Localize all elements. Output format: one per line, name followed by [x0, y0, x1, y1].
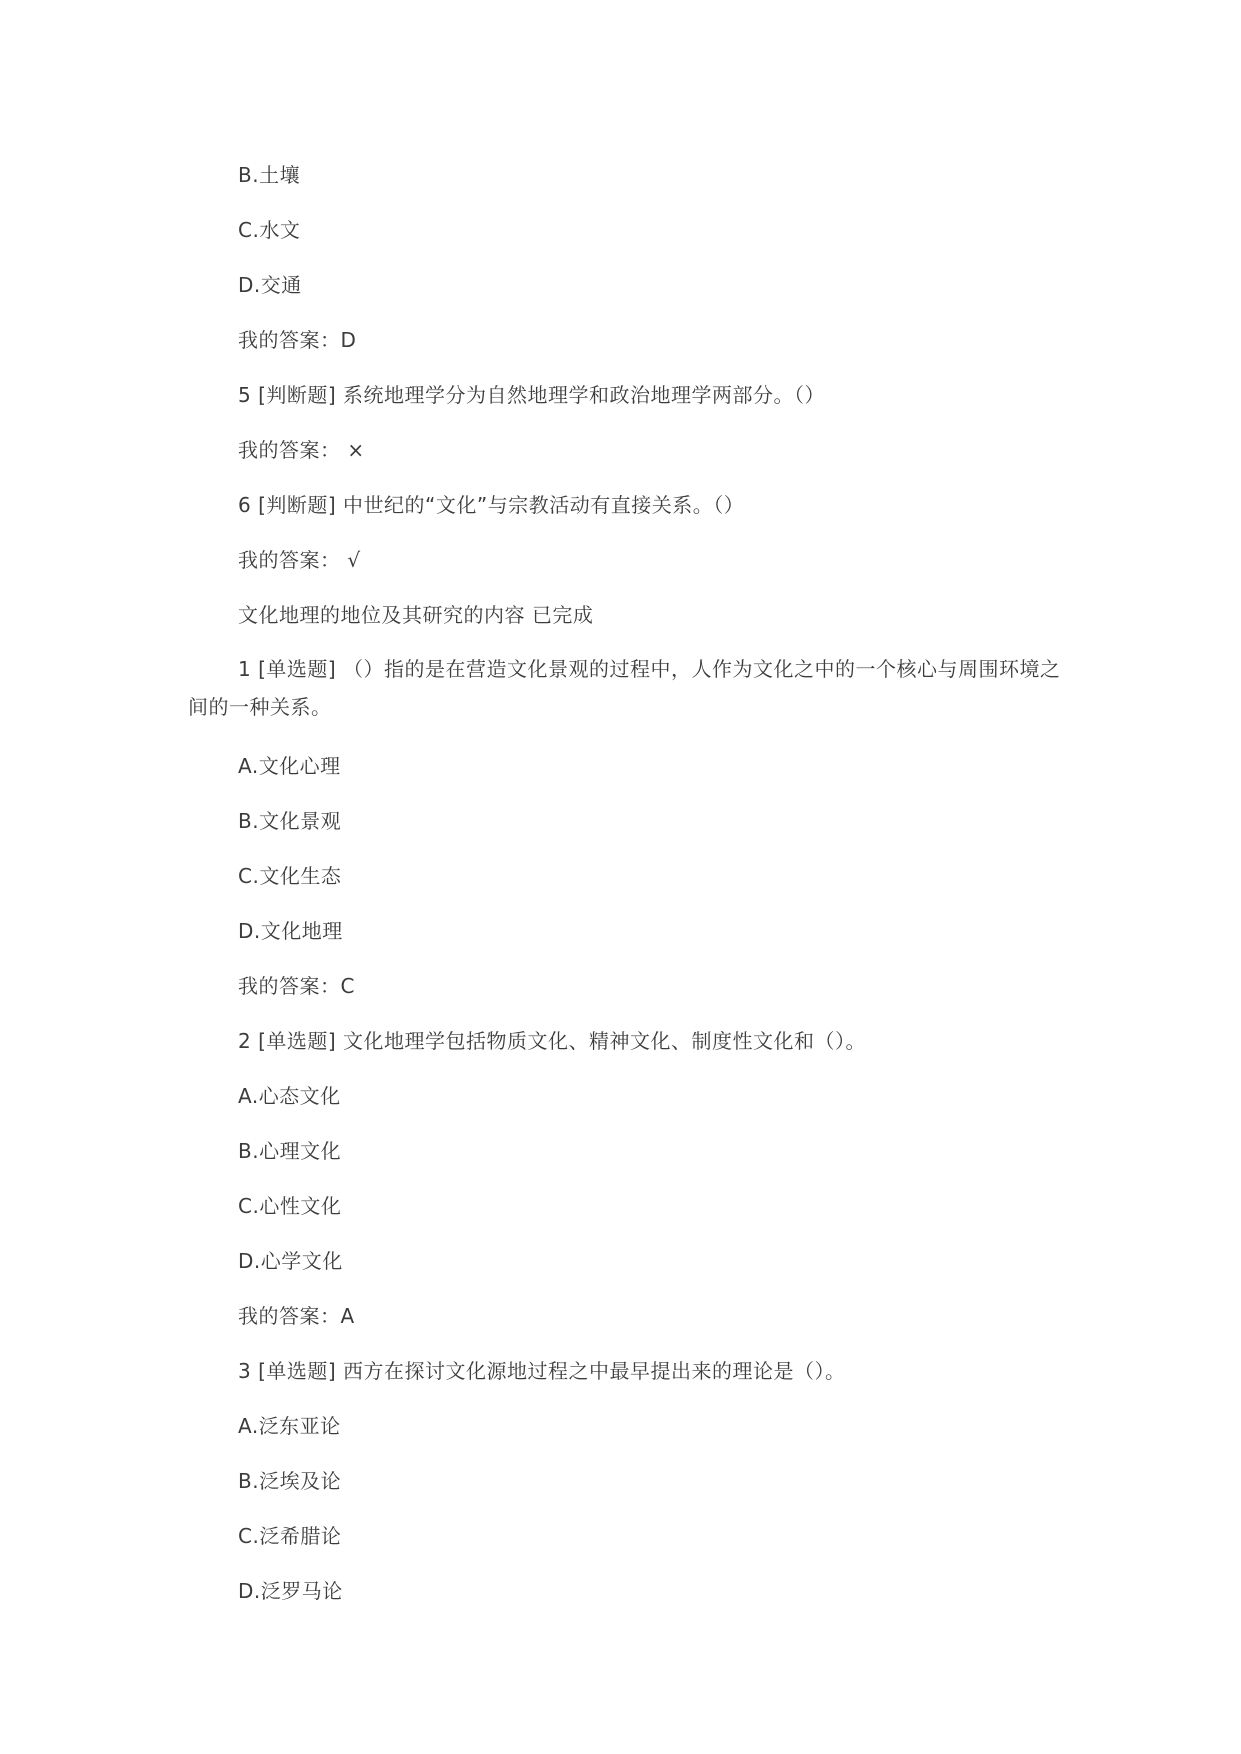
q1-option-d: D.文化地理 — [238, 919, 343, 943]
question-5: 5 [判断题] 系统地理学分为自然地理学和政治地理学两部分。（） — [238, 383, 826, 407]
q1-option-c: C.文化生态 — [238, 864, 342, 888]
question-3: 3 [单选题] 西方在探讨文化源地过程之中最早提出来的理论是（）。 — [238, 1359, 846, 1383]
question-1: 1 [单选题] （）指的是在营造文化景观的过程中，人作为文化之中的一个核心与周围环境之间的一种关系。 — [188, 657, 1061, 719]
q3-option-b: B.泛埃及论 — [238, 1469, 342, 1493]
question-2: 2 [单选题] 文化地理学包括物质文化、精神文化、制度性文化和（）。 — [238, 1029, 867, 1053]
question-6: 6 [判断题] 中世纪的“文化”与宗教活动有直接关系。（） — [238, 493, 745, 517]
q3-option-a: A.泛东亚论 — [238, 1414, 341, 1438]
q2-option-b: B.心理文化 — [238, 1139, 342, 1163]
q1-option-a: A.文化心理 — [238, 754, 341, 778]
q2-option-a: A.心态文化 — [238, 1084, 341, 1108]
my-answer-5: 我的答案： × — [238, 438, 365, 462]
q3-option-d: D.泛罗马论 — [238, 1579, 343, 1603]
q2-option-c: C.心性文化 — [238, 1194, 342, 1218]
option-c-hydrology: C.水文 — [238, 218, 301, 242]
my-answer-q2: 我的答案：A — [238, 1304, 355, 1328]
q3-option-c: C.泛希腊论 — [238, 1524, 342, 1548]
option-b-soil: B.土壤 — [238, 163, 301, 187]
option-d-traffic: D.交通 — [238, 273, 302, 297]
q2-option-d: D.心学文化 — [238, 1249, 343, 1273]
my-answer-q1: 我的答案：C — [238, 974, 355, 998]
q1-option-b: B.文化景观 — [238, 809, 342, 833]
section-heading: 文化地理的地位及其研究的内容 已完成 — [238, 603, 594, 627]
my-answer-4: 我的答案：D — [238, 328, 357, 352]
my-answer-6: 我的答案： √ — [238, 548, 361, 572]
